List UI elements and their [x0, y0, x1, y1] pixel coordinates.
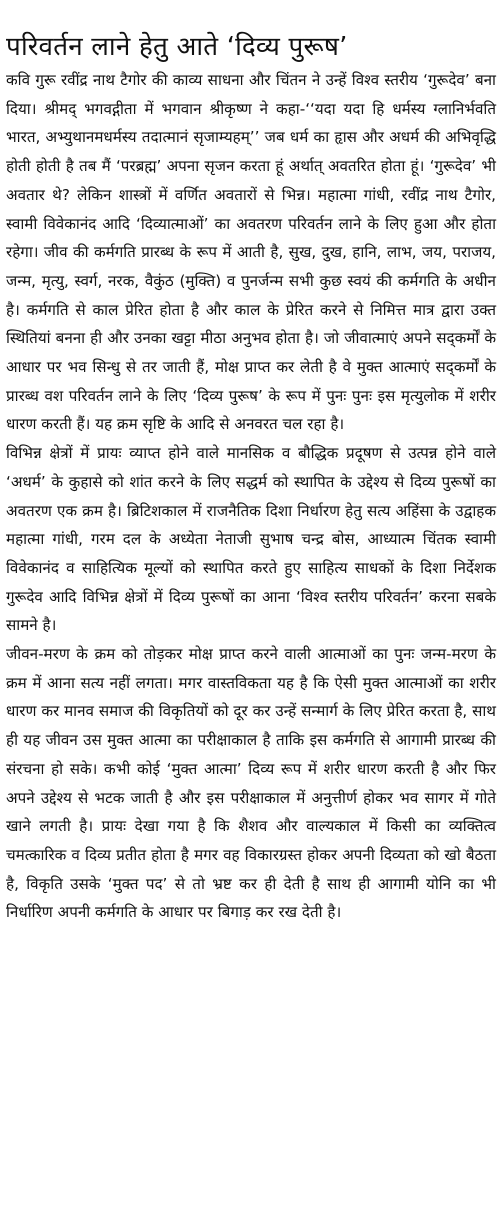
article — [6, 30, 496, 927]
article-title: परिवर्तन लाने हेतु आते ‘दिव्य पुरूष’ — [6, 32, 348, 62]
article-paragraph-2: विभिन्न क्षेत्रों में प्रायः व्याप्त होने वाले मानसिक व बौद्धिक प्रदूषण से उत्पन्न होने वाले ‘अधर्म’ के कुहासे को शांत करने के लिए सद्धर्म को स्थापित के उद्देश्य से दिव्य पुरूषों का अवतरण एक क्रम है। ब्रिटिशकाल में राजनैतिक दिशा निर्धारण हेतु सत्य अहिंसा के उद्वाहक महात्मा गांधी, गरम दल के अध्येता नेताजी सुभाष चन्द्र बोस, आध्यात्म चिंतक स्वामी विवेकानंद व साहित्यिक मूल्यों को स्थापित करते हुए साहित्य साधकों के दिशा निर्देशक गुरूदेव आदि विभिन्न क्षेत्रों में दिव्य पुरूषों का आना ‘विश्व स्तरीय परिवर्तन’ करना सबके सामने है। — [6, 444, 496, 635]
article-paragraph-1: कवि गुरू रवींद्र नाथ टैगोर की काव्य साधना और चिंतन ने उन्हें विश्व स्तरीय ‘गुरूदेव’ बना दिया। श्रीमद् भगवद्गीता में भगवान श्रीकृष्ण ने कहा-‘‘यदा यदा हि धर्मस्य ग्लानिर्भवति भारत, अभ्युथानमधर्मस्य तदात्मानं सृजाम्यहम्’’ जब धर्म का हृास और अधर्म की अभिवृद्धि होती होती है तब मैं ‘परब्रह्म’ अपना सृजन करता हूं अर्थात् अवतरित होता हूं। ‘गुरूदेव’ भी अवतार थे? लेकिन शास्त्रों में वर्णित अवतारों से भिन्न। महात्मा गांधी, रवींद्र नाथ टैगोर, स्वामी विवेकानंद आदि ‘दिव्यात्माओं’ का अवतरण परिवर्तन लाने के लिए हुआ और होता रहेगा। जीव की कर्मगति प्रारब्ध के रूप में आती है, सुख, दुख, हानि, लाभ, जय, पराजय, जन्म, मृत्यु, स्वर्ग, नरक, वैकुंठ (मुक्ति) व पुनर्जन्म सभी कुछ स्वयं की कर्मगति के अधीन है। कर्मगति से काल प्रेरित होता है और काल के प्रेरित करने से निमित्त मात्र द्वारा उक्त स्थितियां बनना ही और उनका खट्टा मीठा अनुभव होता है। जो जीवात्माएं अपने सद्कर्मों के आधार पर भव सिन्धु से तर जाती हैं, मोक्ष प्राप्त कर लेती है वे मुक्त आत्माएं सद्कर्मों के प्रारब्ध वश परिवर्तन लाने के लिए ‘दिव्य पुरूष’ के रूप में पुनः पुनः इस मृत्युलोक में शरीर धारण करती हैं। यह क्रम सृष्टि के आदि से अनवरत चल रहा है। — [6, 71, 496, 434]
article-paragraph-3: जीवन-मरण के क्रम को तोड़कर मोक्ष प्राप्त करने वाली आत्माओं का पुनः जन्म-मरण के क्रम में आना सत्य नहीं लगता। मगर वास्तविकता यह है कि ऐसी मुक्त आत्माओं का शरीर धारण कर मानव समाज की विकृतियों को दूर कर उन्हें सन्मार्ग के लिए प्रेरित करता है, साथ ही यह जीवन उस मुक्त आत्मा का परीक्षाकाल है ताकि इस कर्मगति से आगामी प्रारब्ध की संरचना हो सके। कभी कोई ‘मुक्त आत्मा’ दिव्य रूप में शरीर धारण करती है और फिर अपने उद्देश्य से भटक जाती है और इस परीक्षाकाल में अनुत्तीर्ण होकर भव सागर में गोते खाने लगती है। प्रायः देखा गया है कि शैशव और वाल्यकाल में किसी का व्यक्तित्व चमत्कारिक व दिव्य प्रतीत होता है मगर वह विकारग्रस्त होकर अपनी दिव्यता को खो बैठता है, विकृति उसके ‘मुक्त पद’ से तो भ्रष्ट कर ही देती है साथ ही आगामी योनि का भी निर्धारिण अपनी कर्मगति के आधार पर बिगाड़ कर रख देती है। — [6, 645, 496, 922]
